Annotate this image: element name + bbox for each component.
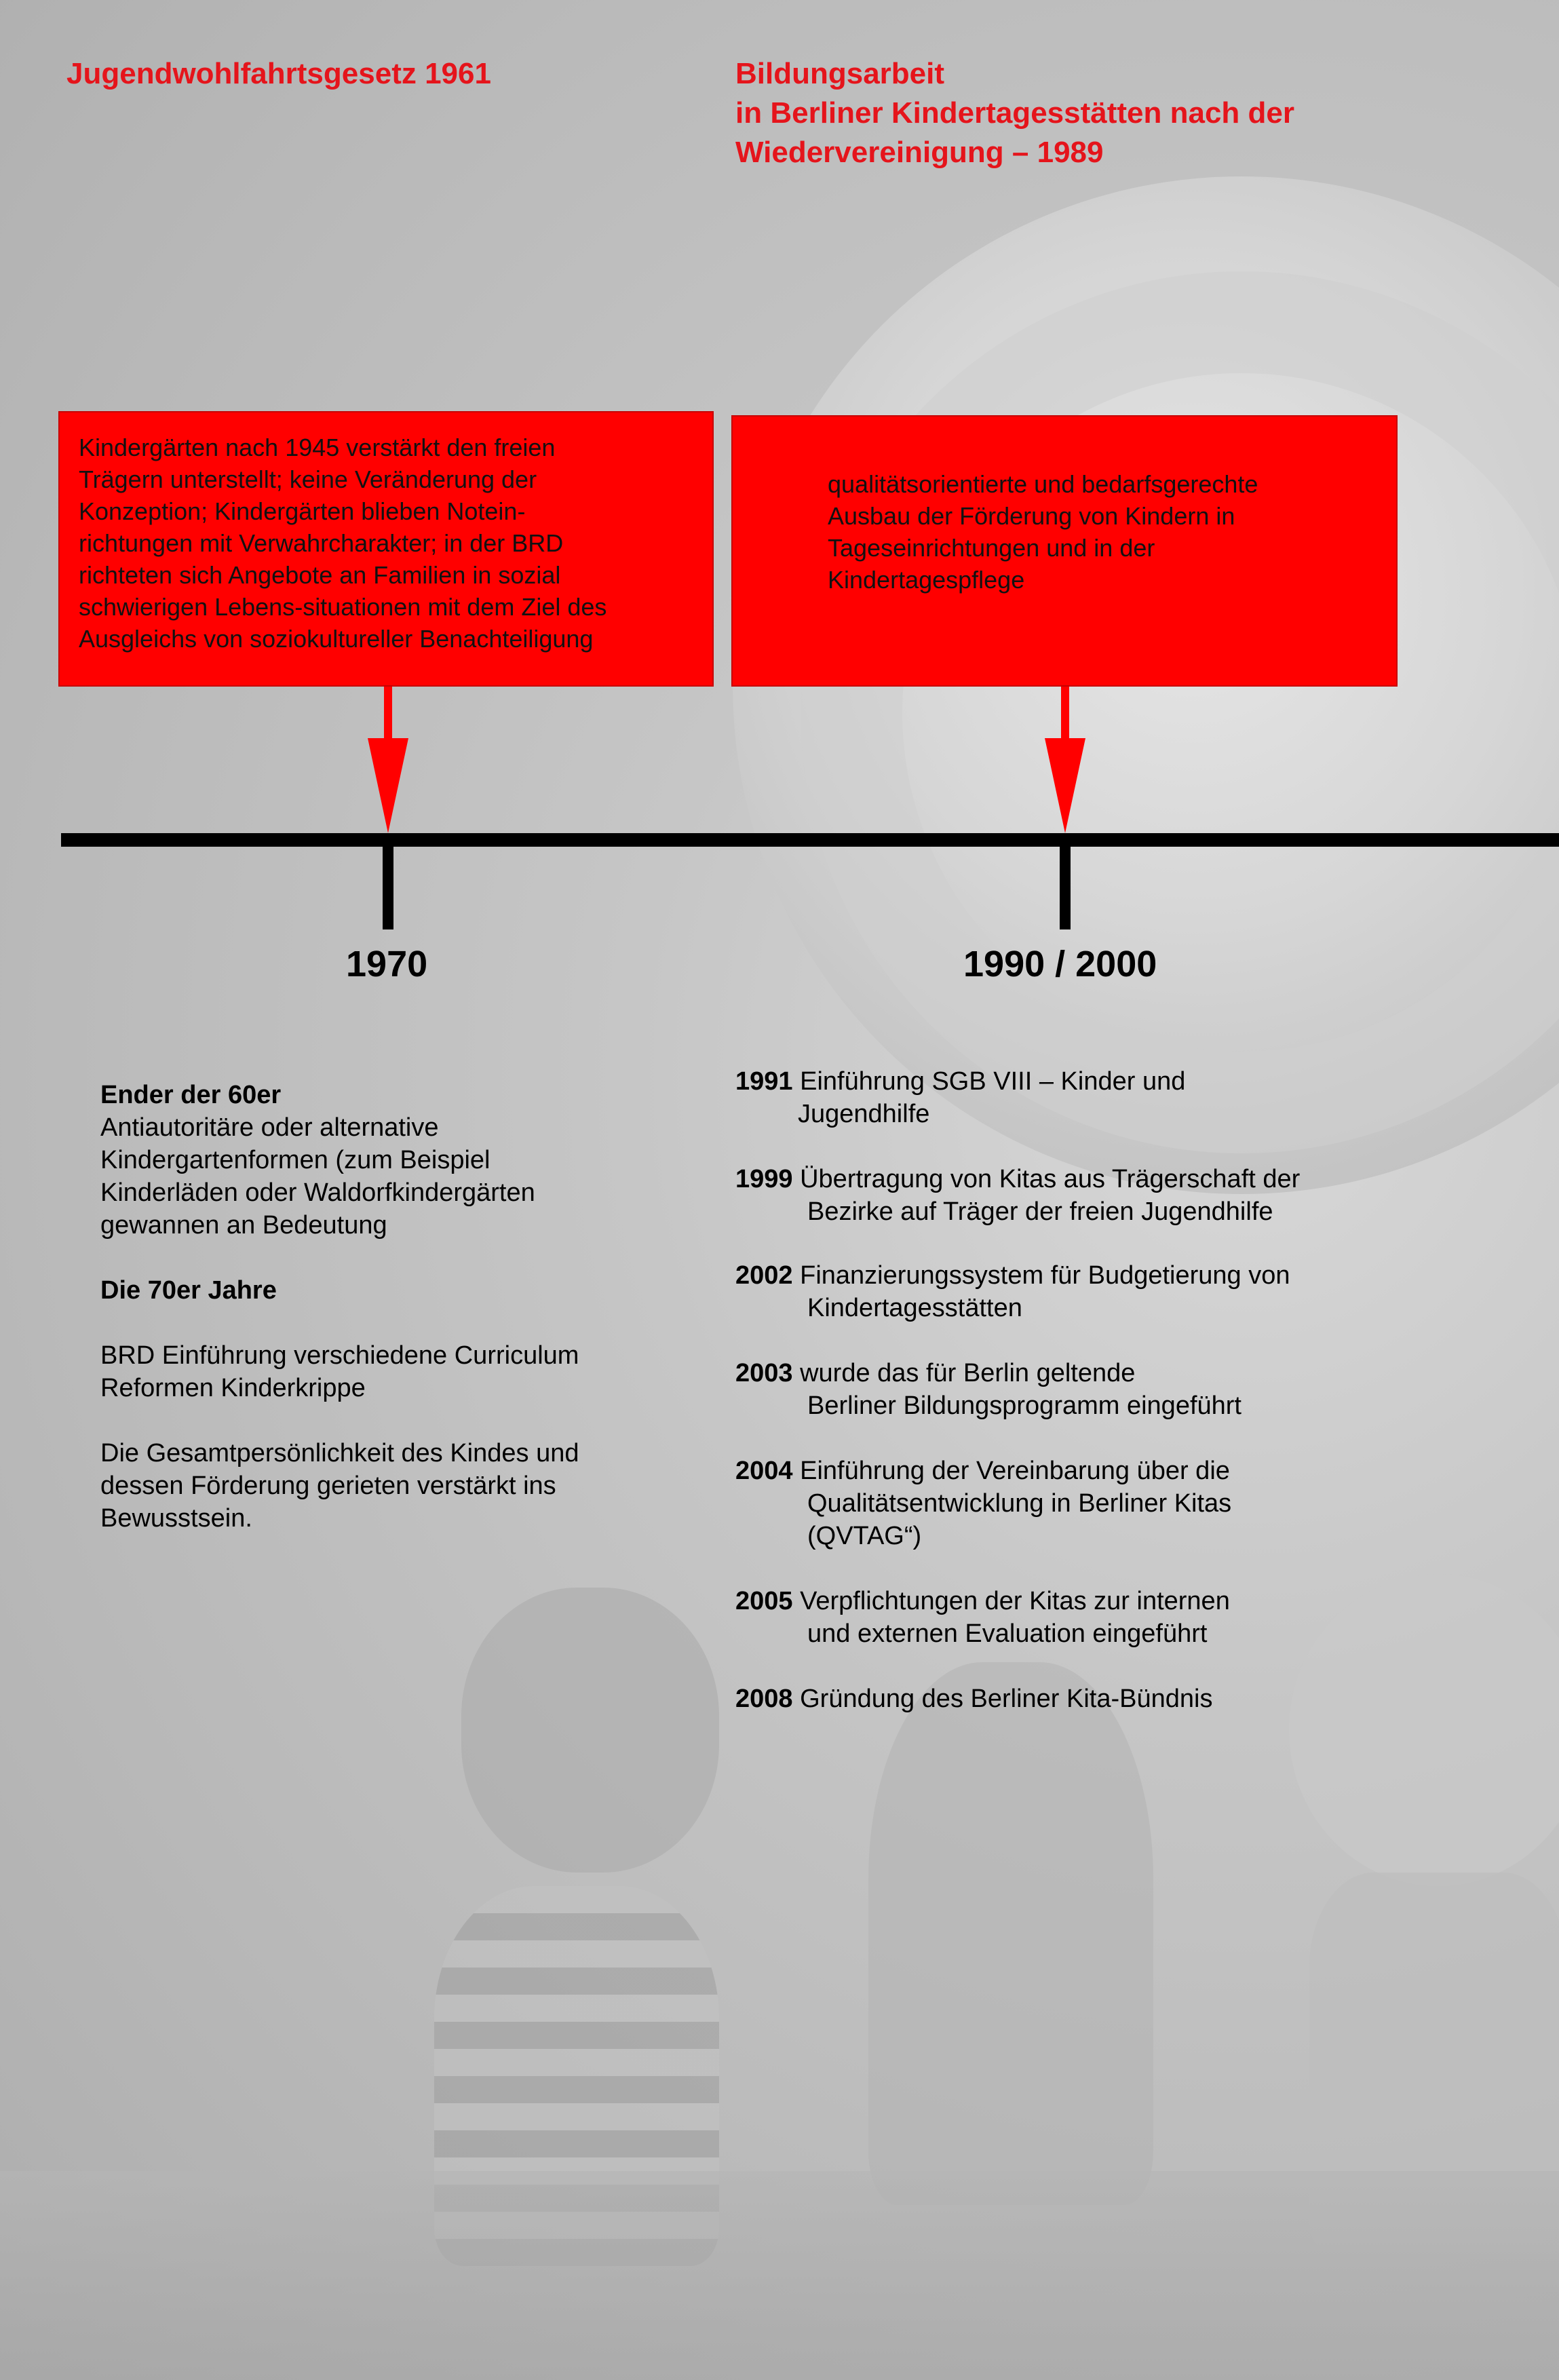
left-column bbox=[100, 1079, 579, 1535]
timeline-axis bbox=[61, 833, 1559, 847]
paragraph-line: Reformen Kinderkrippe bbox=[100, 1374, 366, 1402]
timeline-tick-1990 bbox=[1060, 841, 1071, 929]
info-box-left-text bbox=[79, 431, 607, 655]
heading-right-line-3: Wiedervereinigung – 1989 bbox=[735, 136, 1104, 169]
timeline-entry-1999 bbox=[735, 1163, 1300, 1228]
box-line: richteten sich Angebote an Familien in sozial bbox=[79, 561, 561, 589]
box-line: Kindergärten nach 1945 verstärkt den freien bbox=[79, 434, 556, 461]
entry-text: Kindertagesstätten bbox=[807, 1294, 1022, 1322]
entry-year: 1991 bbox=[735, 1067, 793, 1096]
arrow-stem-left bbox=[384, 687, 392, 741]
toy-figure-middle bbox=[868, 1662, 1153, 2205]
paragraph-line: Bewusstsein. bbox=[100, 1504, 252, 1533]
entry-text: Bezirke auf Träger der freien Jugendhilfe bbox=[807, 1197, 1273, 1226]
toy-figure-right-head bbox=[1289, 1574, 1559, 1886]
entry-year: 1999 bbox=[735, 1165, 793, 1193]
paragraph-line: Kindergartenformen (zum Beispiel bbox=[100, 1146, 490, 1174]
box-line: Kindertagespflege bbox=[828, 566, 1025, 594]
timeline-entry-2004 bbox=[735, 1455, 1231, 1552]
box-line: Trägern unterstellt; keine Veränderung der bbox=[79, 465, 537, 493]
heading-left: Jugendwohlfahrtsgesetz 1961 bbox=[66, 57, 491, 90]
box-line: schwierigen Lebens-situationen mit dem Ziel des bbox=[79, 593, 607, 621]
section-heading-60er: Ender der 60er bbox=[100, 1081, 282, 1109]
heading-right-line-1: Bildungsarbeit bbox=[735, 57, 945, 90]
timeline-tick-1970 bbox=[383, 841, 393, 929]
timeline-entry-2002 bbox=[735, 1259, 1290, 1324]
heading-right bbox=[735, 54, 1294, 172]
box-line: Konzeption; Kindergärten blieben Notein- bbox=[79, 497, 526, 525]
paragraph-line: Die Gesamtpersönlichkeit des Kindes und bbox=[100, 1439, 579, 1467]
timeline-entry-2003 bbox=[735, 1357, 1242, 1422]
entry-text: Verpflichtungen der Kitas zur internen bbox=[792, 1587, 1230, 1615]
entry-text: Berliner Bildungsprogramm eingeführt bbox=[807, 1391, 1242, 1420]
box-line: Ausgleichs von soziokultureller Benachteiligung bbox=[79, 625, 594, 653]
arrow-down-icon bbox=[1045, 738, 1085, 833]
entry-year: 2008 bbox=[735, 1685, 793, 1713]
paragraph-line: gewannen an Bedeutung bbox=[100, 1211, 387, 1240]
entry-text: (QVTAG“) bbox=[807, 1522, 922, 1550]
box-line: qualitätsorientierte und bedarfsgerechte bbox=[828, 470, 1258, 498]
arrow-stem-right bbox=[1061, 687, 1069, 741]
ground-background bbox=[0, 2171, 1559, 2380]
entry-text: Qualitätsentwicklung in Berliner Kitas bbox=[807, 1489, 1232, 1518]
timeline-entry-2005 bbox=[735, 1585, 1230, 1650]
timeline-label-1970: 1970 bbox=[346, 944, 428, 984]
entry-text: Gründung des Berliner Kita-Bündnis bbox=[792, 1685, 1213, 1713]
toy-figure-left-head bbox=[461, 1588, 719, 1873]
entry-text: wurde das für Berlin geltende bbox=[792, 1359, 1136, 1387]
entry-text: Einführung SGB VIII – Kinder und bbox=[792, 1067, 1186, 1096]
section-heading-70er: Die 70er Jahre bbox=[100, 1276, 277, 1305]
entry-text: und externen Evaluation eingeführt bbox=[807, 1619, 1208, 1648]
entry-text: Jugendhilfe bbox=[798, 1100, 930, 1128]
info-box-right-text bbox=[828, 468, 1258, 596]
paragraph-line: Antiautoritäre oder alternative bbox=[100, 1113, 439, 1142]
entry-text: Finanzierungssystem für Budgetierung von bbox=[792, 1261, 1290, 1290]
arrow-down-icon bbox=[368, 738, 408, 833]
paragraph-line: dessen Förderung gerieten verstärkt ins bbox=[100, 1472, 556, 1500]
box-line: Tageseinrichtungen und in der bbox=[828, 534, 1155, 562]
paragraph-line: Kinderläden oder Waldorfkindergärten bbox=[100, 1178, 535, 1207]
entry-year: 2004 bbox=[735, 1457, 793, 1485]
box-line: richtungen mit Verwahrcharakter; in der BRD bbox=[79, 529, 564, 557]
entry-text: Einführung der Vereinbarung über die bbox=[792, 1457, 1230, 1485]
entry-text: Übertragung von Kitas aus Trägerschaft der bbox=[792, 1165, 1301, 1193]
heading-right-line-2: in Berliner Kindertagesstätten nach der bbox=[735, 96, 1294, 130]
timeline-entry-2008 bbox=[735, 1683, 1212, 1715]
paragraph-line: BRD Einführung verschiedene Curriculum bbox=[100, 1341, 579, 1370]
box-line: Ausbau der Förderung von Kindern in bbox=[828, 502, 1235, 530]
entry-year: 2002 bbox=[735, 1261, 793, 1290]
timeline-entry-1991 bbox=[735, 1065, 1185, 1130]
entry-year: 2003 bbox=[735, 1359, 793, 1387]
timeline-label-1990-2000: 1990 / 2000 bbox=[963, 944, 1157, 984]
entry-year: 2005 bbox=[735, 1587, 793, 1615]
